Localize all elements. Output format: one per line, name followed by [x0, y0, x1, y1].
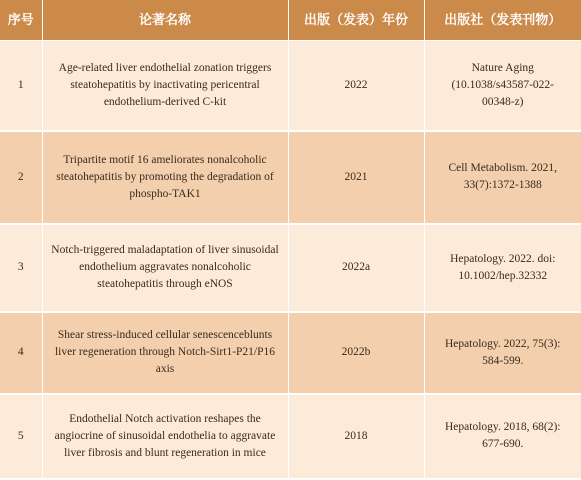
table-body [0, 41, 581, 479]
cell-publisher [424, 312, 581, 394]
cell-publisher [424, 131, 581, 224]
cell-year: 2022 [288, 41, 424, 131]
publisher-text: Hepatology. 2022, 75(3): 584-599. [444, 337, 561, 367]
table-row [0, 394, 581, 479]
table-row [0, 224, 581, 312]
cell-publisher [424, 394, 581, 479]
table-row [0, 312, 581, 394]
cell-title [42, 41, 288, 131]
cell-publisher [424, 41, 581, 131]
publisher-text: Hepatology. 2022. doi: 10.1002/hep.32332 [450, 252, 556, 282]
table-row [0, 41, 581, 131]
cell-title [42, 131, 288, 224]
header-year: 出版（发表）年份 [288, 0, 424, 41]
title-text: Notch-triggered maladaptation of liver sinusoidal endothelium aggravates nonalcoholic steatohepatitis through eNOS [51, 244, 279, 290]
cell-index: 4 [0, 312, 42, 394]
cell-index: 3 [0, 224, 42, 312]
cell-index: 2 [0, 131, 42, 224]
header-publisher: 出版社（发表刊物） [424, 0, 581, 41]
cell-year: 2022b [288, 312, 424, 394]
table-row [0, 131, 581, 224]
title-text: Endothelial Notch activation reshapes the angiocrine of sinusoidal endothelia to aggravate liver fibrosis and blunt regeneration in mice [54, 412, 276, 459]
cell-title [42, 312, 288, 394]
cell-publisher [424, 224, 581, 312]
cell-title [42, 224, 288, 312]
header-row [0, 0, 581, 41]
header-index: 序号 [0, 0, 42, 41]
cell-year: 2018 [288, 394, 424, 479]
cell-year: 2021 [288, 131, 424, 224]
header-title: 论著名称 [42, 0, 288, 41]
title-text: Shear stress-induced cellular senescenceblunts liver regeneration through Notch-Sirt1-P21/P16 axis [54, 329, 276, 375]
title-text: Tripartite motif 16 ameliorates nonalcoholic steatohepatitis by promoting the degradation of phospho-TAK1 [56, 153, 274, 200]
cell-index: 1 [0, 41, 42, 131]
title-text: Age-related liver endothelial zonation triggers steatohepatitis by inactivating pericentral endothelium-derived C-kit [58, 61, 272, 108]
publisher-text: Cell Metabolism. 2021, 33(7):1372-1388 [448, 162, 558, 191]
table-header [0, 0, 581, 41]
publisher-text: Nature Aging (10.1038/s43587-022-00348-z) [451, 61, 555, 108]
cell-index: 5 [0, 394, 42, 479]
publisher-text: Hepatology. 2018, 68(2): 677-690. [444, 421, 561, 450]
cell-year: 2022a [288, 224, 424, 312]
cell-title [42, 394, 288, 479]
